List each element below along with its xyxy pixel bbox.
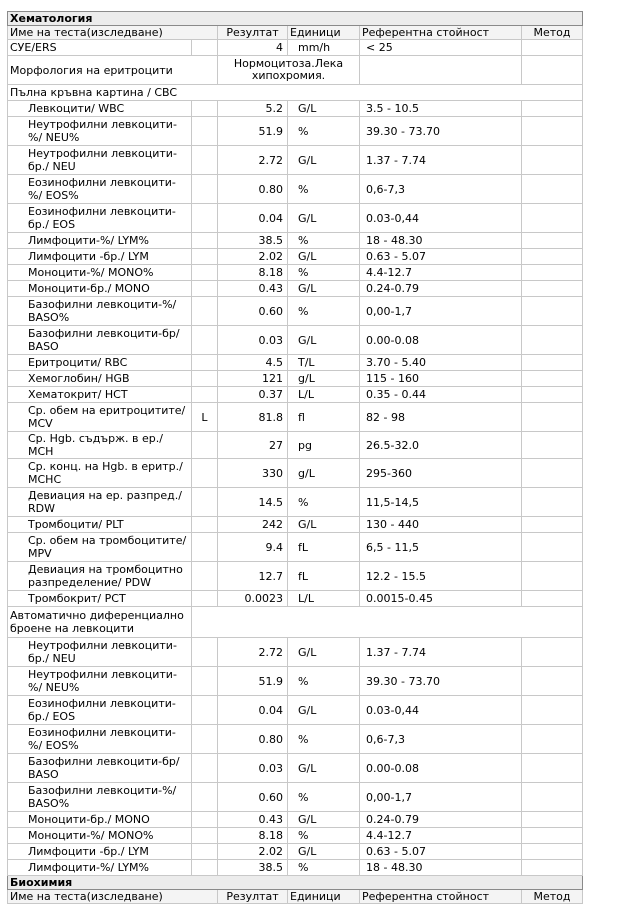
test-reference: 0,6-7,3 [360,175,522,204]
flag-cell [192,459,218,488]
table-row [8,387,583,403]
table-row [8,562,583,591]
flag-cell [192,233,218,249]
test-reference: 0.00-0.08 [360,754,522,783]
table-row [8,297,583,326]
test-unit: % [288,175,360,204]
test-unit: % [288,725,360,754]
flag-cell [192,326,218,355]
table-row [8,204,583,233]
flag-cell [192,754,218,783]
test-method [522,101,583,117]
test-result: 0.04 [218,696,288,725]
test-unit: fl [288,403,360,432]
group-title: Автоматично диференциално броене на левкоцити [8,607,192,638]
table-row [8,326,583,355]
test-unit: G/L [288,204,360,233]
test-method [522,517,583,533]
test-result: 0.80 [218,725,288,754]
morphology-result: Нормоцитоза.Лека хипохромия. [218,56,360,85]
test-method [522,371,583,387]
flag-cell [192,249,218,265]
hematology-table [7,11,583,904]
test-method [522,667,583,696]
table-row [8,371,583,387]
test-reference: 39.30 - 73.70 [360,667,522,696]
test-name: Базофилни левкоцити-бр/ BASO [8,754,192,783]
test-name: Еритроцити/ RBC [8,355,192,371]
test-result: 12.7 [218,562,288,591]
test-result: 2.02 [218,249,288,265]
test-result: 38.5 [218,233,288,249]
table-row [8,233,583,249]
test-name: Тромбоцити/ PLT [8,517,192,533]
flag-cell [192,533,218,562]
table-row [8,517,583,533]
test-name: Ср. конц. на Hgb. в еритр./ MCHC [8,459,192,488]
test-unit: G/L [288,517,360,533]
table-row [8,844,583,860]
test-method [522,828,583,844]
group-title: Пълна кръвна картина / CBC [8,85,583,101]
test-method [522,754,583,783]
test-unit: g/L [288,371,360,387]
table-row [8,117,583,146]
test-unit: G/L [288,281,360,297]
test-reference: 4.4-12.7 [360,828,522,844]
test-reference: 0.03-0,44 [360,696,522,725]
flag-cell [192,488,218,517]
test-reference: 0.24-0.79 [360,812,522,828]
flag-cell [192,812,218,828]
lab-results-sheet [7,11,582,904]
flag-cell [192,696,218,725]
flag-cell [192,638,218,667]
test-unit: G/L [288,844,360,860]
flag-cell [192,40,218,56]
flag-cell [192,117,218,146]
test-result: 4.5 [218,355,288,371]
flag-cell: L [192,403,218,432]
table-row [8,432,583,459]
test-method [522,638,583,667]
table-row [8,459,583,488]
test-name: Хемоглобин/ HGB [8,371,192,387]
flag-cell [192,101,218,117]
table-row [8,355,583,371]
table-row [8,40,583,56]
test-reference: 0.03-0,44 [360,204,522,233]
test-method [522,117,583,146]
test-name: Левкоцити/ WBC [8,101,192,117]
table-row [8,488,583,517]
test-result: 51.9 [218,117,288,146]
test-name: Тромбокрит/ PCT [8,591,192,607]
test-unit: % [288,828,360,844]
test-unit: fL [288,533,360,562]
test-name: Неутрофилни левкоцити-бр./ NEU [8,638,192,667]
flag-cell [192,667,218,696]
test-reference: 130 - 440 [360,517,522,533]
test-method [522,432,583,459]
test-unit: G/L [288,696,360,725]
table-row [8,281,583,297]
test-result: 0.37 [218,387,288,403]
test-name: Девиация на ер. разпред./ RDW [8,488,192,517]
test-name: Неутрофилни левкоцити-бр./ NEU [8,146,192,175]
test-reference: 1.37 - 7.74 [360,146,522,175]
col-header-name: Име на теста(изследване) [8,890,218,904]
test-unit: G/L [288,249,360,265]
test-reference: 0.00-0.08 [360,326,522,355]
test-unit: % [288,783,360,812]
test-result: 14.5 [218,488,288,517]
table-row [8,403,583,432]
test-method [522,297,583,326]
test-reference: 0,00-1,7 [360,783,522,812]
flag-cell [192,204,218,233]
test-unit: mm/h [288,40,360,56]
col-header-units: Единици [288,26,360,40]
table-row [8,56,583,85]
test-reference: 0.35 - 0.44 [360,387,522,403]
test-reference: 26.5-32.0 [360,432,522,459]
test-unit: % [288,860,360,876]
test-reference [360,56,522,85]
test-method [522,56,583,85]
test-name: Моноцити-бр./ MONO [8,812,192,828]
test-name: Ср. обем на еритроцитите/ MCV [8,403,192,432]
test-unit: % [288,233,360,249]
table-row [8,783,583,812]
test-result: 81.8 [218,403,288,432]
test-result: 9.4 [218,533,288,562]
test-name: Моноцити-%/ MONO% [8,265,192,281]
test-unit: G/L [288,101,360,117]
test-reference: 0.24-0.79 [360,281,522,297]
test-result: 2.72 [218,638,288,667]
test-unit: g/L [288,459,360,488]
test-method [522,265,583,281]
flag-cell [192,517,218,533]
test-result: 0.43 [218,281,288,297]
table-row [8,175,583,204]
test-reference: 0,6-7,3 [360,725,522,754]
table-row [8,591,583,607]
test-reference: 295-360 [360,459,522,488]
test-unit: L/L [288,591,360,607]
test-unit: fL [288,562,360,591]
test-method [522,533,583,562]
section-title: Хематология [8,12,583,26]
test-result: 27 [218,432,288,459]
test-result: 0.03 [218,326,288,355]
flag-cell [192,371,218,387]
test-method [522,387,583,403]
test-result: 5.2 [218,101,288,117]
test-reference: 1.37 - 7.74 [360,638,522,667]
test-name: Базофилни левкоцити-%/ BASO% [8,297,192,326]
test-reference: 12.2 - 15.5 [360,562,522,591]
test-method [522,204,583,233]
test-name: Еозинофилни левкоцити-бр./ EOS [8,204,192,233]
flag-cell [192,725,218,754]
flag-cell [192,591,218,607]
test-reference: 0.63 - 5.07 [360,249,522,265]
test-reference: 18 - 48.30 [360,233,522,249]
test-name: Лимфоцити-%/ LYM% [8,233,192,249]
group-header-cbc [8,85,583,101]
test-name: СУЕ/ERS [8,40,192,56]
test-result: 2.02 [218,844,288,860]
flag-cell [192,844,218,860]
test-result: 38.5 [218,860,288,876]
test-result: 8.18 [218,828,288,844]
flag-cell [192,783,218,812]
test-reference: 0,00-1,7 [360,297,522,326]
test-reference: 4.4-12.7 [360,265,522,281]
test-name: Морфология на еритроцити [8,56,218,85]
test-name: Девиация на тромбоцитно разпределение/ PDW [8,562,192,591]
test-name: Лимфоцити-%/ LYM% [8,860,192,876]
test-unit: pg [288,432,360,459]
col-header-reference: Референтна стойност [360,890,522,904]
table-row [8,667,583,696]
test-method [522,591,583,607]
col-header-result: Резултат [218,890,288,904]
test-method [522,233,583,249]
test-unit: % [288,297,360,326]
test-name: Еозинофилни левкоцити-бр./ EOS [8,696,192,725]
test-unit: % [288,265,360,281]
flag-cell [192,828,218,844]
col-header-method: Метод [522,890,583,904]
test-method [522,175,583,204]
test-reference: 3.5 - 10.5 [360,101,522,117]
test-name: Еозинофилни левкоцити-%/ EOS% [8,175,192,204]
test-result: 121 [218,371,288,387]
test-result: 0.60 [218,297,288,326]
test-unit: G/L [288,146,360,175]
test-result: 330 [218,459,288,488]
test-name: Моноцити-%/ MONO% [8,828,192,844]
table-row [8,696,583,725]
test-method [522,696,583,725]
section-header-hematology [8,12,583,26]
column-header-row [8,890,583,904]
test-result: 8.18 [218,265,288,281]
table-row [8,860,583,876]
table-row [8,249,583,265]
col-header-method: Метод [522,26,583,40]
test-method [522,249,583,265]
test-name: Еозинофилни левкоцити-%/ EOS% [8,725,192,754]
test-method [522,488,583,517]
test-name: Моноцити-бр./ MONO [8,281,192,297]
col-header-units: Единици [288,890,360,904]
table-row [8,828,583,844]
test-reference: < 25 [360,40,522,56]
flag-cell [192,265,218,281]
test-reference: 115 - 160 [360,371,522,387]
test-method [522,355,583,371]
test-result: 242 [218,517,288,533]
table-row [8,533,583,562]
table-row [8,146,583,175]
column-header-row [8,26,583,40]
table-row [8,265,583,281]
test-unit: % [288,667,360,696]
section-title: Биохимия [8,876,583,890]
table-row [8,754,583,783]
test-name: Неутрофилни левкоцити-%/ NEU% [8,117,192,146]
test-method [522,844,583,860]
test-unit: % [288,117,360,146]
test-reference: 6,5 - 11,5 [360,533,522,562]
test-name: Ср. Hgb. съдърж. в ер./ MCH [8,432,192,459]
test-method [522,783,583,812]
test-reference: 39.30 - 73.70 [360,117,522,146]
flag-cell [192,281,218,297]
test-result: 2.72 [218,146,288,175]
test-unit: G/L [288,326,360,355]
flag-cell [192,860,218,876]
test-result: 0.43 [218,812,288,828]
flag-cell [192,146,218,175]
flag-cell [192,387,218,403]
test-unit: G/L [288,812,360,828]
test-name: Лимфоцити -бр./ LYM [8,249,192,265]
table-row [8,725,583,754]
test-name: Лимфоцити -бр./ LYM [8,844,192,860]
table-row [8,638,583,667]
test-method [522,40,583,56]
col-header-name: Име на теста(изследване) [8,26,218,40]
section-header-biochemistry [8,876,583,890]
flag-cell [192,562,218,591]
col-header-result: Резултат [218,26,288,40]
test-method [522,281,583,297]
table-row [8,101,583,117]
test-method [522,146,583,175]
test-result: 0.03 [218,754,288,783]
test-method [522,812,583,828]
group-header-differential [8,607,583,638]
test-unit: G/L [288,638,360,667]
test-method [522,860,583,876]
test-unit: G/L [288,754,360,783]
test-unit: L/L [288,387,360,403]
test-reference: 3.70 - 5.40 [360,355,522,371]
test-method [522,403,583,432]
flag-cell [192,355,218,371]
flag-cell [192,297,218,326]
test-name: Неутрофилни левкоцити-%/ NEU% [8,667,192,696]
test-result: 0.0023 [218,591,288,607]
test-result: 0.04 [218,204,288,233]
test-reference: 0.63 - 5.07 [360,844,522,860]
test-name: Базофилни левкоцити-бр/ BASO [8,326,192,355]
flag-cell [192,432,218,459]
test-reference: 18 - 48.30 [360,860,522,876]
test-method [522,725,583,754]
test-result: 51.9 [218,667,288,696]
test-result: 0.60 [218,783,288,812]
col-header-reference: Референтна стойност [360,26,522,40]
test-name: Ср. обем на тромбоцитите/ MPV [8,533,192,562]
test-reference: 11,5-14,5 [360,488,522,517]
flag-cell [192,175,218,204]
test-result: 0.80 [218,175,288,204]
test-method [522,562,583,591]
test-result: 4 [218,40,288,56]
test-reference: 82 - 98 [360,403,522,432]
table-row [8,812,583,828]
test-method [522,326,583,355]
test-name: Хематокрит/ HCT [8,387,192,403]
test-unit: T/L [288,355,360,371]
test-method [522,459,583,488]
test-name: Базофилни левкоцити-%/ BASO% [8,783,192,812]
test-reference: 0.0015-0.45 [360,591,522,607]
group-filler [192,607,583,638]
test-unit: % [288,488,360,517]
